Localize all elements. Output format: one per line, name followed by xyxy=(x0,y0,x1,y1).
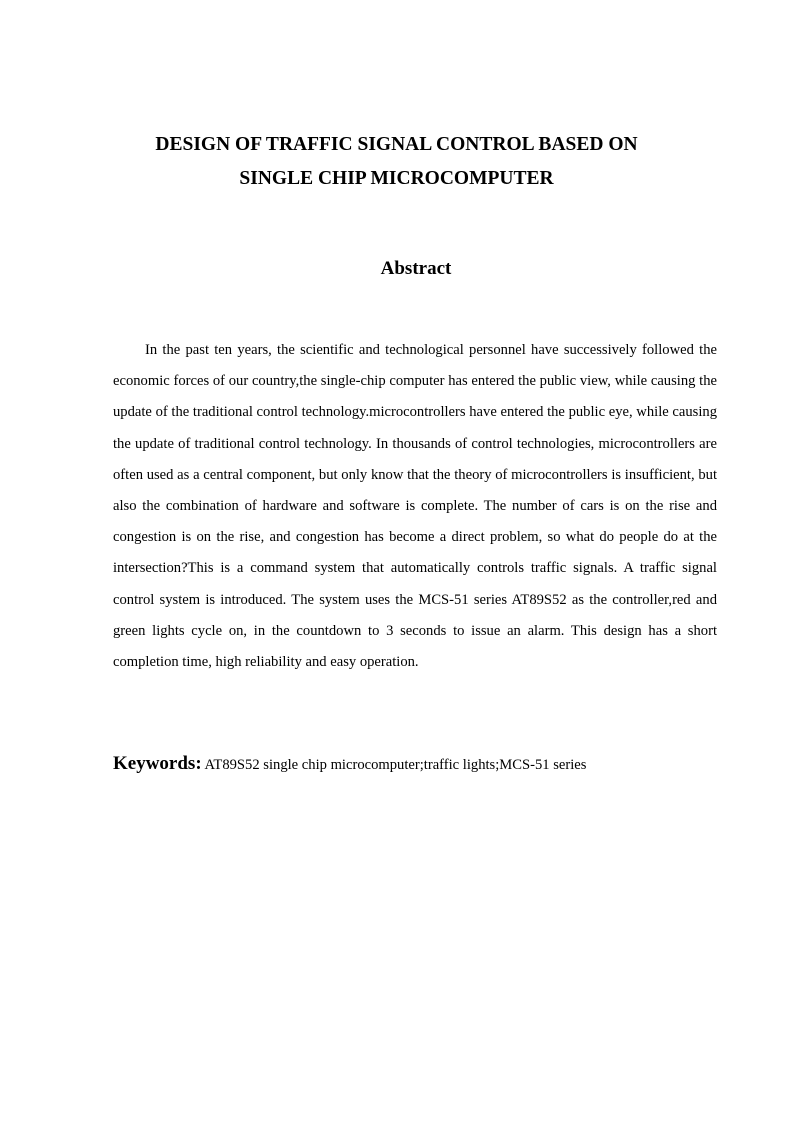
keywords-label: Keywords: xyxy=(113,753,202,774)
keywords-text: AT89S52 single chip microcomputer;traffic lights;MCS-51 series xyxy=(204,757,587,773)
paper-title-line-2: SINGLE CHIP MICROCOMPUTER xyxy=(239,168,554,189)
keywords-line xyxy=(113,750,733,779)
paper-title xyxy=(0,128,793,196)
abstract-body: In the past ten years, the scientific and technological personnel have successively followed the economic forces of our country,the single-chip computer has entered the public view, while causing the update of the traditional control technology.microcontrollers have entered the public eye, while causing the update of traditional control technology. In thousands of control technologies, microcontrollers are often used as a central component, but only know that the theory of microcontrollers is insufficient, but also the combination of hardware and software is complete. The number of cars is on the rise and congestion is on the rise, and congestion has become a direct problem, so what do people do at the intersection?This is a command system that automatically controls traffic signals. A traffic signal control system is introduced. The system uses the MCS-51 series AT89S52 as the controller,red and green lights cycle on, in the countdown to 3 seconds to issue an alarm. This design has a short completion time, high reliability and easy operation. xyxy=(113,342,717,671)
abstract-heading: Abstract xyxy=(380,258,452,279)
paper-title-line-1: DESIGN OF TRAFFIC SIGNAL CONTROL BASED ON xyxy=(155,134,638,155)
